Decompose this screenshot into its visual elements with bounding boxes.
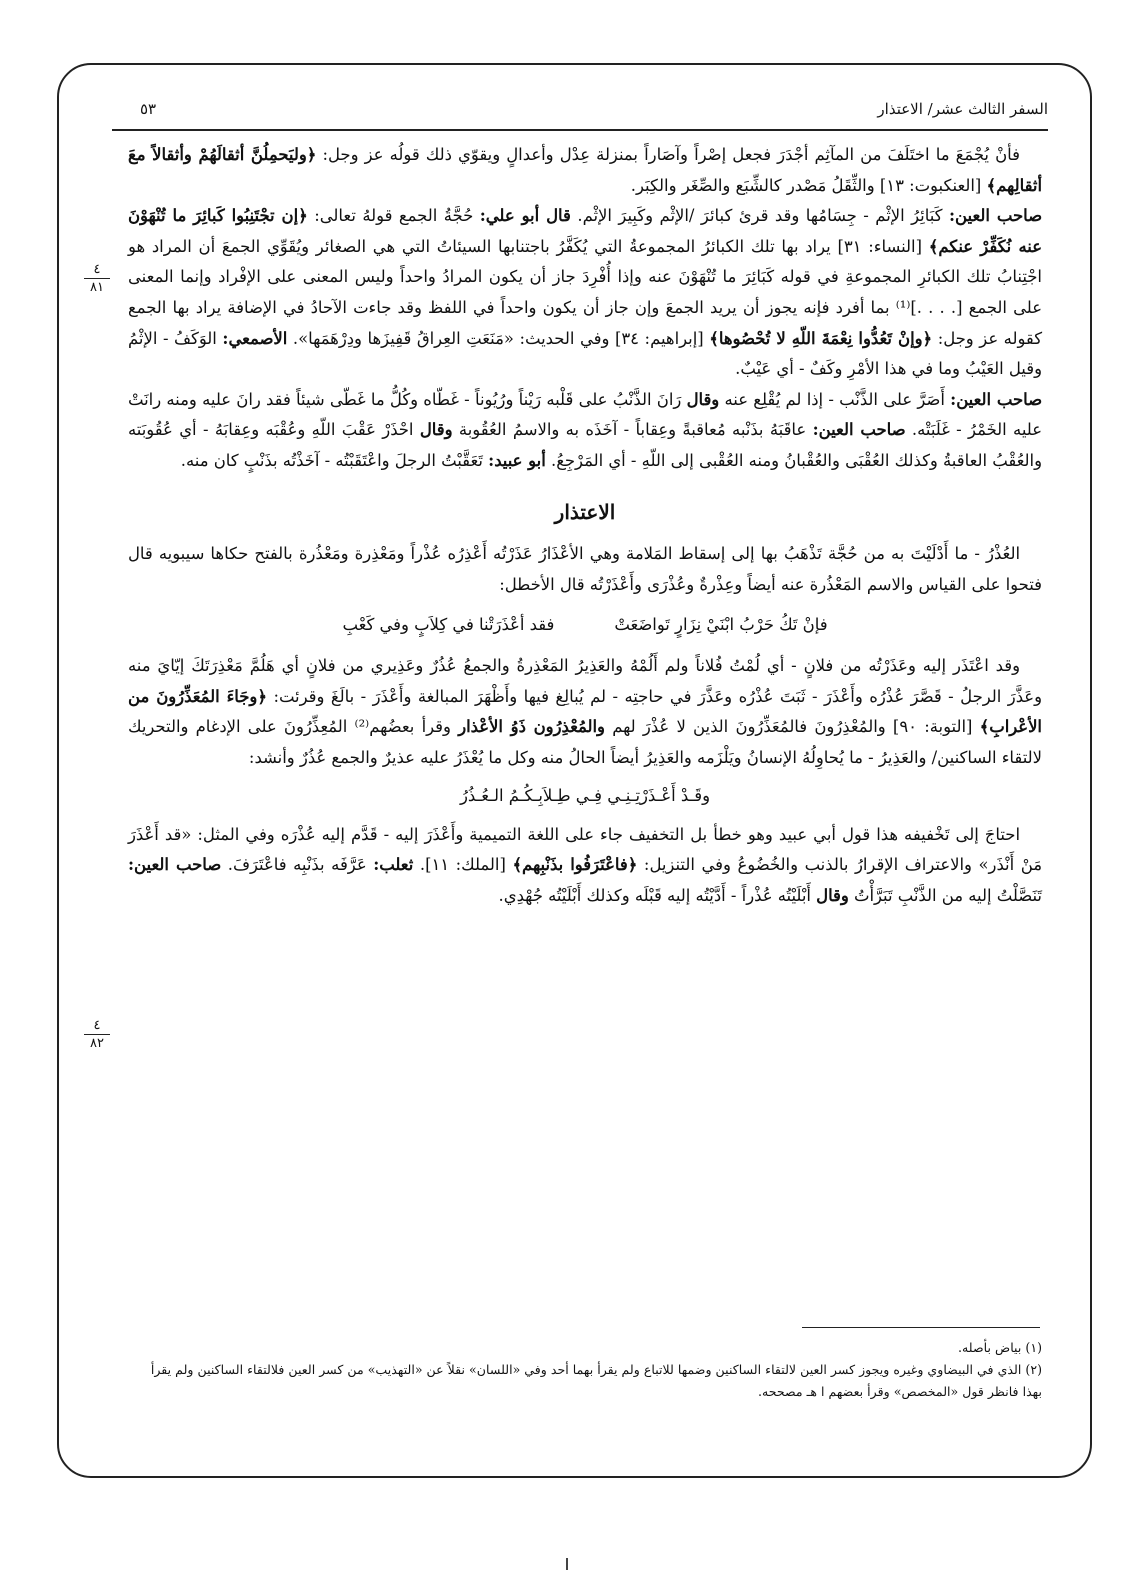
footnote-number: (٢) (1025, 1362, 1042, 1377)
speaker: وقال (686, 389, 720, 409)
footnote-1 (128, 1337, 1042, 1359)
header-rule (112, 129, 1048, 131)
speaker: صاحب العين: (128, 855, 222, 875)
paragraph-5: وقد اعْتَذَر إليه وعَذَرْتُه من فلانٍ - أي لُمْتُ فُلاناً ولم أَلُمْهُ والعَذِيرُ المَعْذِرةُ والجمعُ عُذُرٌ وعَذِيري من فلانٍ أي هَلُمَّ مَعْذِرَتَكَ إيّايَ منه وعَذَّرَ الرجلُ - قَصَّرَ عُذْرُه وأَعْذَرَ - ثَبَتَ عُذْرُه وعَذَّرَ في حاجتِه - لم يُبالِغ فيها وأَظْهَرَ المبالغة وأَعْذَرَ - بالَغَ وقرئت: ﴿وجَاءَ المُعَذِّرُونَ من الأعْرابِ﴾ [التوبة: ٩٠] والمُعْذِرُونَ فالمُعَذِّرُونَ الذين لا عُذْرَ لهم والمُعْذِرُون ذَوُ الأعْذار وقرأ بعضُهم⁽²⁾ المُعِذِّرُونَ على الإدغام والتحريك لالتقاء الساكنين/ والعَذِيرُ - ما يُحاوِلُهُ الإنسانُ ويَلْزَمه والعَذِيرُ أيضاً الحالُ منه وكل ما يُعْذَرُ عليه عذيرٌ والجمع عُذُرٌ وأنشد: (128, 655, 1042, 767)
footnote-text: الذي في البيضاوي وغيره ويجوز كسر العين لالتقاء الساكنين وضمها للاتباع ولم يقرأ بهما أحد وفي «اللسان» نقلاً عن «التهذيب» من كسر العين فلالتقاء الساكنين ولم يقرأ بهذا فانظر قول «المخصص» وقرأ بعضهم ا هـ مصححه. (150, 1362, 1042, 1399)
verse-hemistich-1: فإنْ تَكُ حَرْبُ ابْنَيْ نِزَارٍ تَواضَعَتْ (614, 615, 828, 635)
speaker: الأصمعي: (222, 328, 288, 348)
speaker: صاحب العين: (950, 389, 1042, 409)
speaker: قال أبو علي: (479, 206, 571, 226)
section-heading: الاعتذار (554, 499, 616, 524)
speaker: وقال (816, 886, 849, 906)
quran-quote: ﴿وإنْ تَعُدُّوا نِعْمَةَ اللّهِ لا تُحْصُوها﴾ (709, 328, 933, 348)
paragraph-2: صاحب العين: كَبَائِرُ الإثْم - جِسَامُها وقد قرئ كبائرَ /الإثْم وكَبِيرَ الإثْم. قال أبو علي: حُجَّةُ الجمع قولهُ تعالى: ﴿إن تجْتَنِبُوا كَبائِرَ ما تُنْهَوْنَ عنه نُكَفِّرْ عنكم﴾ [النساء: ٣١] يراد بها تلك الكبائرُ المجموعةُ التي يُكَفَّرُ باجتنابها السيئاتُ التي هي الصغائر ويُقَوِّي الجمعَ أن المراد هو اجْتِنابُ تلك الكبائرِ المجموعةِ في قوله كَبَائِرَ ما تُنْهَوْنَ عنه وإذا أُفْرِدَ جاز أن يكون المرادُ واحداً وليس المعنى على الإفْراد وإنما المعنى على الجمع [. . . .]⁽¹⁾ بما أفرد فإنه يجوز أن يريد الجمعَ وإن جاز أن يكون واحداً في اللفظ وقد جاءت الآحادُ في الإضافة يراد بها الجمع كقوله عز وجل: ﴿وإنْ تَعُدُّوا نِعْمَةَ اللّهِ لا تُحْصُوها﴾ [إبراهيم: ٣٤] وفي الحديث: «مَنَعَتِ العِراقُ قَفِيزَها ودِرْهَمَها». الأصمعي: الوَكَفُ - الإثْمُ وقيل العَيْبُ وما في هذا الأمْرِ وكَفٌ - أي عَيْبٌ. (128, 206, 1043, 379)
speaker: صاحب العين: (948, 206, 1043, 226)
speaker: أبو عبيد: (488, 450, 546, 470)
paragraph-1: فأنْ يُجْمَعَ ما اختَلَفَ من المآثِم أجْدَرَ فجعل إصْراً وآصَاراً بمنزلة عِدْل وأعدالٍ ويقوّي ذلك قولُه عز وجل: ﴿وليَحمِلُنَّ أثقالَهُمْ وأثقالاً معَ أثقالِهم﴾ [العنكبوت: ١٣] والثِّقَلُ مَصْدر كالشِّبَع والصِّغَر والكِبَر. (128, 145, 1042, 195)
paragraph-4: العُذْرُ - ما أَدْلَيْتَ به من حُجَّة تَذْهَبُ بها إلى إسقاط المَلامة وهي الأعْذَارُ عَذَرْتُه أَعْذِرُه عُذْراً ومَعْذِرة ومَعْذُرة بالفتح حكاها سيبويه قال فتحوا على القياس والاسم المَعْذُرة عنه أيضاً وعِذْرةٌ وعُذْرَى وأَعْذَرْتُه قال الأخطل: (128, 544, 1042, 594)
quran-quote: ﴿وليَحمِلُنَّ أثقالَهُمْ وأثقالاً معَ أثقالِهم﴾ (128, 145, 1042, 195)
page-header (112, 92, 1048, 126)
margin-note-2: ٤ ٨٢ (84, 1018, 110, 1051)
main-text (128, 140, 1042, 912)
quran-quote: ﴿وجَاءَ المُعَذِّرُونَ من الأعْرابِ﴾ (128, 686, 1042, 737)
page-number: ٥٣ (140, 100, 157, 118)
footnote-number: (١) (1025, 1340, 1042, 1355)
running-title: السفر الثالث عشر/ الاعتذار (877, 100, 1048, 118)
paragraph-3: صاحب العين: أَصَرَّ على الذَّنْب - إذا لم يُقْلِع عنه وقال رَانَ الذَّنْبُ على قَلْبه رَيْناً ورُيُوناً - غَطّاه وكُلُّ ما غَطّى شيئاً فقد رانَ عليه ومنه رانَتْ عليه الخَمْرُ - غَلَبَتْه. صاحب العين: عاقَبَهُ بذَنْبه مُعاقبةً وعِقاباً - آخَذَه به والاسمُ العُقُوبة وقال احْذَرْ عَقْبَ اللّهِ وعُقْبَه وعِقابَهُ - أي عُقُوبَته والعُقْبُ العاقبةُ وكذلك العُقْبَى والعُقْبانُ ومنه العُقْبى إلى اللّهِ - أي المَرْجِعُ. أبو عبيد: تَعَقَّبْتُ الرجلَ واعْتَقَبْتُه - آخَذْتُه بذَنْبٍ كان منه. (128, 389, 1042, 470)
margin-note-1: ٤ ٨١ (84, 262, 110, 295)
speaker: وقال (419, 420, 453, 440)
verse-2: وقَـدْ أَعْـذَرْتِـنِـي فِـي طِـلاَبِـكُـمُ الـعُـذُرُ (459, 786, 711, 806)
print-mark (566, 1558, 574, 1570)
quran-quote: ﴿فاعْتَرَفُوا بذَنْبِهم﴾ (512, 855, 638, 875)
speaker: صاحب العين: (812, 420, 906, 440)
footnotes (128, 1337, 1042, 1403)
paragraph-6: احتاجَ إلى تَخْفيفه هذا قول أبي عبيد وهو خطأ بل التخفيف جاء على اللغة التميمية وأَعْذَرَ إليه - قَدَّم إليه عُذْرَه وفي المثل: «قد أَعْذَرَ مَنْ أَنْذَر» والاعتراف الإقرارُ بالذنب والخُضُوعُ وفي التنزيل: ﴿فاعْتَرَفُوا بذَنْبِهم﴾ [الملك: ١١]. ثعلب: عَرَّفَه بذَنْبِه فاعْتَرَفَ. صاحب العين: تَنَصَّلْتُ إليه من الذَّنْبِ تَبَرَّأْتُ وقال أَبْلَيْتُه عُذْراً - أَدَّيْتُه إليه قَبْلَه وكذلك أَبْلَيْتُه جُهْدِي. (128, 824, 1043, 906)
speaker: ثعلب: (373, 855, 414, 875)
footnote-text: بياض بأصله. (958, 1340, 1022, 1355)
footnote-rule (802, 1327, 1040, 1328)
footnote-2 (128, 1359, 1042, 1403)
quran-quote: ﴿إن تجْتَنِبُوا كَبائِرَ ما تُنْهَوْنَ عنه نُكَفِّرْ عنكم﴾ (128, 206, 1043, 256)
verse-hemistich-2: فقد أعْذَرَتْنا في كِلاَبٍ وفي كَعْبِ (342, 615, 555, 635)
verse-1 (128, 610, 1042, 641)
